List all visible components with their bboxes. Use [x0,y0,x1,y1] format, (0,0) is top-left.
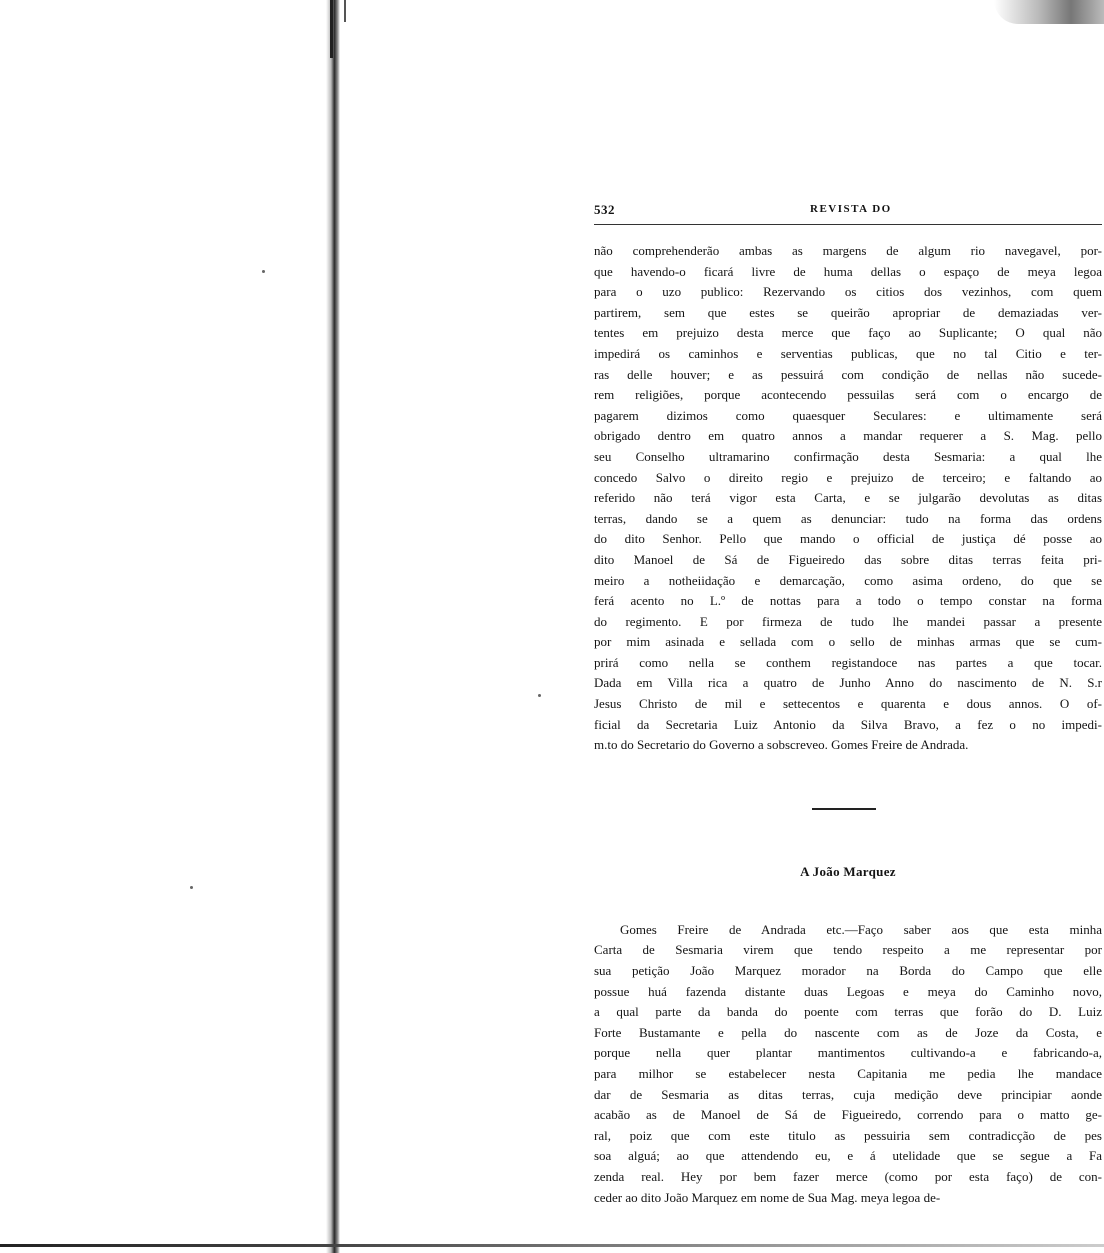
text-line: porque nella quer plantar mantimentos cultivando-a e fabricando-a, [594,1045,1102,1061]
text-line: ras delle houver; e as pessuirá com condição de nellas não sucede- [594,366,1102,382]
text-line: possue huá fazenda distante duas Legoas e meya do Caminho novo, [594,983,1102,999]
text-line: Dada em Villa rica a quatro de Junho Anno do nascimento de N. S.r [594,675,1102,691]
text-line: que havendo-o ficará livre de huma dellas o espaço de meya legoa [594,263,1102,279]
facing-page-blank [0,0,330,1253]
book-page [594,200,1102,1208]
header-rule [594,224,1102,225]
text-line: Carta de Sesmaria virem que tendo respeito a me representar por [594,942,1102,958]
text-line: para milhor se estabelecer nesta Capitania me pedia lhe mandace [594,1066,1102,1081]
gutter-mark [322,0,362,60]
text-line: acabão as de Manoel de Sá de Figueiredo, correndo para o matto ge- [594,1107,1102,1123]
page-number: 532 [594,202,615,217]
scan-smudge [994,0,1104,24]
text-line: do regimento. E por firmeza de tudo lhe mandei passar a presente [594,613,1102,629]
text-line: do dito Senhor. Pello que mando o official de justiça dé posse ao [594,531,1102,547]
text-line: meiro a notheiidação e demarcação, como asima ordeno, do que se [594,572,1102,588]
paragraph-joao-marquez [594,920,1102,1208]
text-line: não comprehenderão ambas as margens de algum rio navegavel, por- [594,243,1102,258]
text-line: por mim asinada e sellada com o sello de minhas armas que se cum- [594,634,1102,650]
text-line: m.to do Secretario do Governo a sobscreveo. Gomes Freire de Andrada. [594,737,969,753]
text-line: terras, dando se a quem as denunciar: tudo na forma das ordens [594,510,1102,526]
text-line: ficial da Secretaria Luiz Antonio da Silva Bravo, a fez o no impedi- [594,716,1102,732]
text-line: Gomes Freire de Andrada etc.—Faço saber aos que esta minha [620,921,1102,937]
text-line: ceder ao dito João Marquez em nome de Sua Mag. meya legoa de- [594,1189,941,1205]
section-separator [812,808,876,810]
page-speck [538,694,541,697]
text-line: referido não terá vigor esta Carta, e se julgarão devolutas as ditas [594,490,1102,506]
text-line: pagarem dizimos como quaesquer Seculares: e ultimamente será [594,407,1102,423]
scan-edge-line [0,1244,1104,1247]
text-line: Forte Bustamante e pella do nascente com as de Joze da Costa, e [594,1024,1102,1040]
text-line: dito Manoel de Sá de Figueiredo das sobre ditas terras feita pri- [594,551,1102,567]
text-line: Jesus Christo de mil e settecentos e quarenta e dous annos. O of- [594,696,1102,712]
text-line: seu Conselho ultramarino confirmação desta Sesmaria: a qual lhe [594,448,1102,464]
running-title: REVISTA DO [810,203,892,215]
page-speck [262,270,265,273]
text-line: partirem, sem que estes se queirão apropriar de demaziadas ver- [594,304,1102,320]
page-speck [190,886,193,889]
text-line: ferá acento no L.º de nottas para a todo o tempo constar na forma [594,593,1102,609]
text-line: tentes em prejuizo desta merce que faço ao Suplicante; O qual não [594,325,1102,341]
text-line: dar de Sesmaria as ditas terras, cuja medição deve principiar aonde [594,1086,1102,1102]
paragraph-sesmaria-continued [594,241,1102,756]
text-line: obrigado dentro em quatro annos a mandar requerer a S. Mag. pello [594,428,1102,444]
section-title: A João Marquez [800,863,896,879]
text-line: soa alguá; ao que attendendo eu, e á utelidade que se segue a Fa [594,1148,1102,1164]
text-line: impedirá os caminhos e serventias publicas, que no tal Citio e ter- [594,345,1102,361]
text-line: sua petição João Marquez morador na Borda do Campo que elle [594,963,1102,979]
text-line: rem religiões, porque acontecendo pessuilas será com o encargo de [594,387,1102,403]
text-line: a qual parte da banda do poente com terras que forão do D. Luiz [594,1004,1102,1020]
text-line: ral, poiz que com este titulo as pessuiria sem contradicção de pes [594,1127,1102,1143]
running-head [594,200,1102,218]
book-gutter [326,0,340,1253]
text-line: concedo Salvo o direito regio e prejuizo de terceiro; e faltando ao [594,469,1102,485]
text-line: prirá como nella se conthem registandoce nas partes a que tocar. [594,654,1102,670]
text-line: zenda real. Hey por bem fazer merce (como por esta faço) de con- [594,1168,1102,1184]
text-line: para o uzo publico: Rezervando os citios dos vezinhos, com quem [594,284,1102,300]
